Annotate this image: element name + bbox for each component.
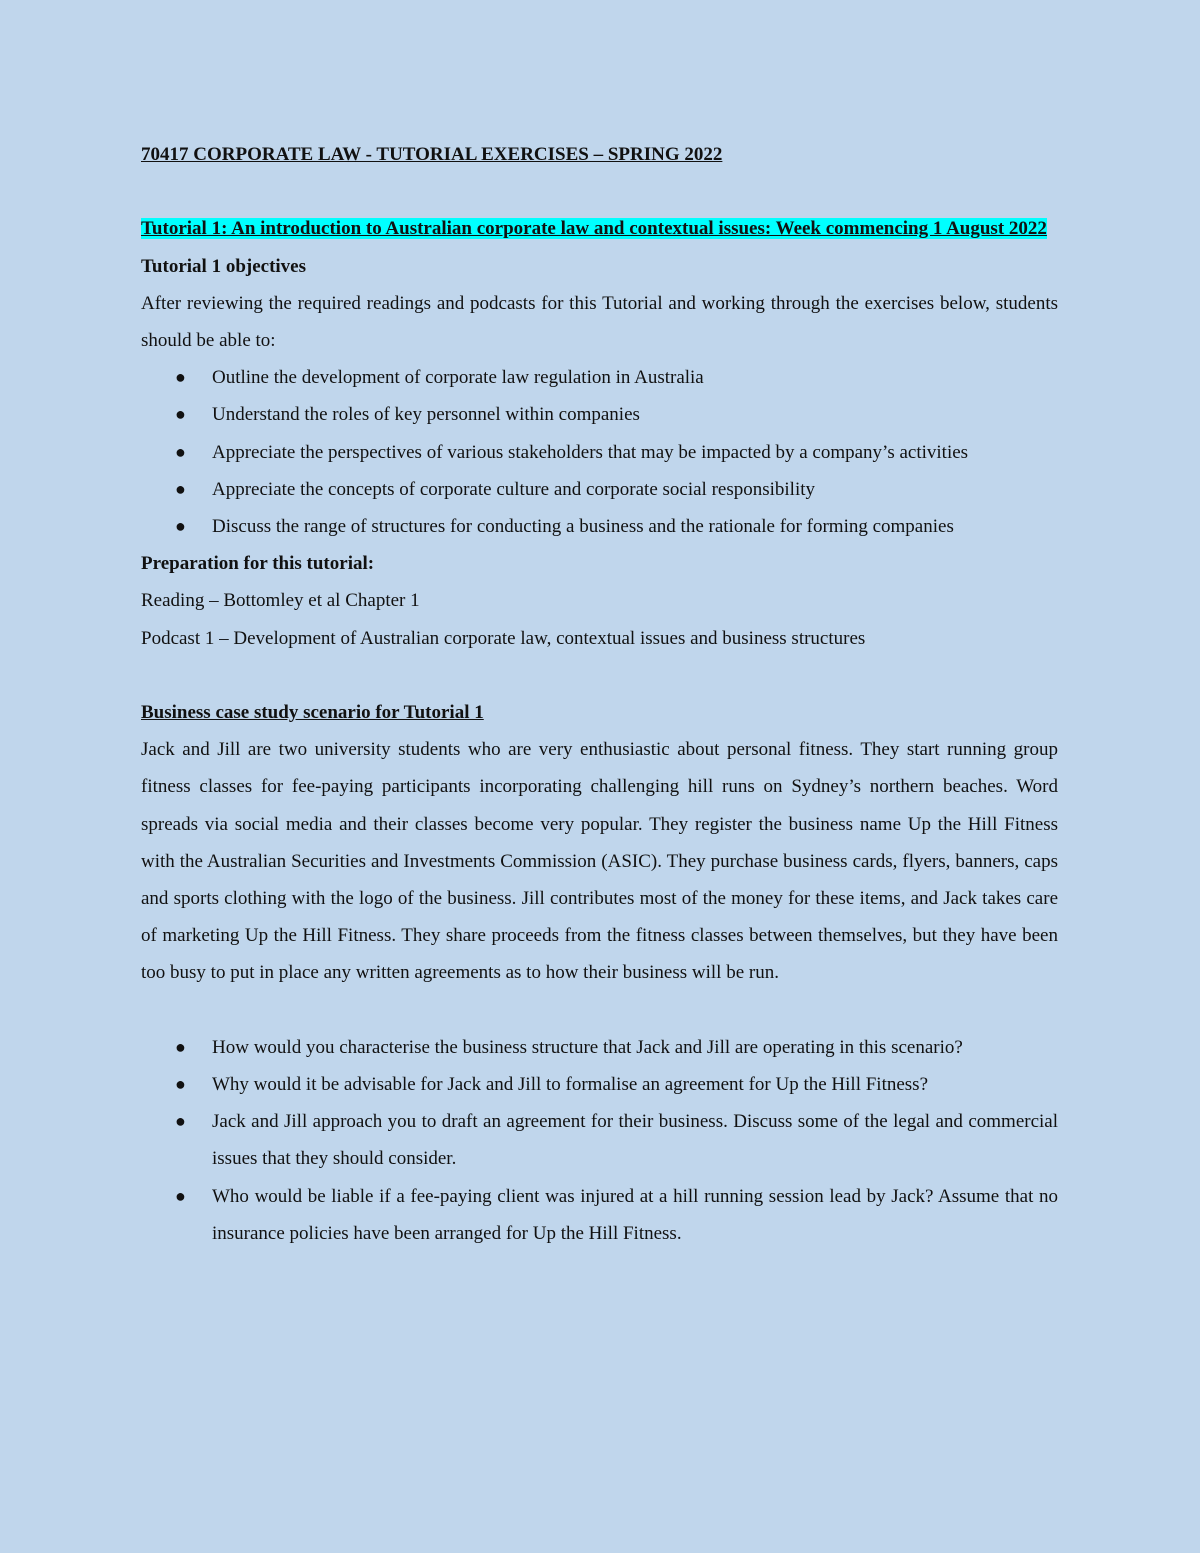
- objective-text: Appreciate the perspectives of various stakeholders that may be impacted by a company’s activities: [212, 441, 969, 463]
- preparation-heading: Preparation for this tutorial:: [141, 553, 375, 575]
- blank-line: [141, 173, 1058, 210]
- bullet-icon: ●: [175, 516, 186, 536]
- objectives-intro: After reviewing the required readings and podcasts for this Tutorial and working through the exercises below, students should be able to:: [141, 292, 1058, 351]
- question-text: Jack and Jill approach you to draft an agreement for their business. Discuss some of the legal and commercial issues that they should consider.: [212, 1111, 1058, 1170]
- objective-item: [141, 434, 1058, 471]
- preparation-podcast: Podcast 1 – Development of Australian corporate law, contextual issues and business structures: [141, 627, 866, 649]
- question-text: How would you characterise the business structure that Jack and Jill are operating in this scenario?: [212, 1036, 963, 1058]
- bullet-icon: ●: [175, 478, 186, 499]
- objective-item: [141, 359, 1058, 396]
- blank-line: [141, 992, 1058, 1029]
- case-study-body: Jack and Jill are two university students who are very enthusiastic about personal fitness. They start running group fitness classes for fee-paying participants incorporating challenging hill runs on Sydney’s northern beaches. Word spreads via social media and their classes become very popular. They register the business name Up the Hill Fitness with the Australian Securities and Investments Commission (ASIC). They purchase business cards, flyers, banners, caps and sports clothing with the logo of the business. Jill contributes most of the money for these items, and Jack takes care of marketing Up the Hill Fitness. They share proceeds from the fitness classes between themselves, but they have been too busy to put in place any written agreements as to how their business will be run.: [141, 739, 1058, 984]
- question-item: [141, 1066, 1058, 1103]
- objective-item: [141, 396, 1058, 433]
- document-page: [141, 136, 1058, 1252]
- objective-text: Understand the roles of key personnel within companies: [212, 404, 640, 426]
- question-item: [141, 1178, 1058, 1252]
- objective-item: [141, 508, 1058, 545]
- bullet-icon: ●: [175, 441, 186, 462]
- objectives-heading: Tutorial 1 objectives: [141, 255, 307, 277]
- tutorial-heading: [141, 210, 1058, 247]
- bullet-icon: ●: [175, 367, 186, 388]
- objectives-list: [141, 359, 1058, 545]
- tutorial-heading-text: Tutorial 1: An introduction to Australian corporate law and contextual issues: Week commencing 1 August 2022: [141, 218, 1047, 240]
- question-item: [141, 1103, 1058, 1177]
- bullet-icon: ●: [175, 1036, 186, 1057]
- preparation-reading: Reading – Bottomley et al Chapter 1: [141, 590, 420, 612]
- bullet-icon: ●: [175, 1074, 186, 1095]
- question-text: Who would be liable if a fee-paying client was injured at a hill running session lead by Jack? Assume that no insurance policies have been arranged for Up the Hill Fitness.: [212, 1185, 1058, 1244]
- question-item: [141, 1029, 1058, 1066]
- objective-text: Outline the development of corporate law regulation in Australia: [212, 367, 704, 389]
- case-study-questions: [141, 1029, 1058, 1252]
- bullet-icon: ●: [175, 404, 186, 425]
- case-study-heading: Business case study scenario for Tutorial 1: [141, 702, 484, 723]
- blank-line: [141, 657, 1058, 694]
- bullet-icon: ●: [175, 1185, 186, 1206]
- document-title: 70417 CORPORATE LAW - TUTORIAL EXERCISES – SPRING 2022: [141, 144, 723, 165]
- objective-text: Appreciate the concepts of corporate culture and corporate social responsibility: [212, 478, 816, 500]
- objective-item: [141, 471, 1058, 508]
- objective-text: Discuss the range of structures for conducting a business and the rationale for forming companies: [212, 516, 954, 537]
- question-text: Why would it be advisable for Jack and Jill to formalise an agreement for Up the Hill Fitness?: [212, 1074, 929, 1096]
- bullet-icon: ●: [175, 1111, 186, 1132]
